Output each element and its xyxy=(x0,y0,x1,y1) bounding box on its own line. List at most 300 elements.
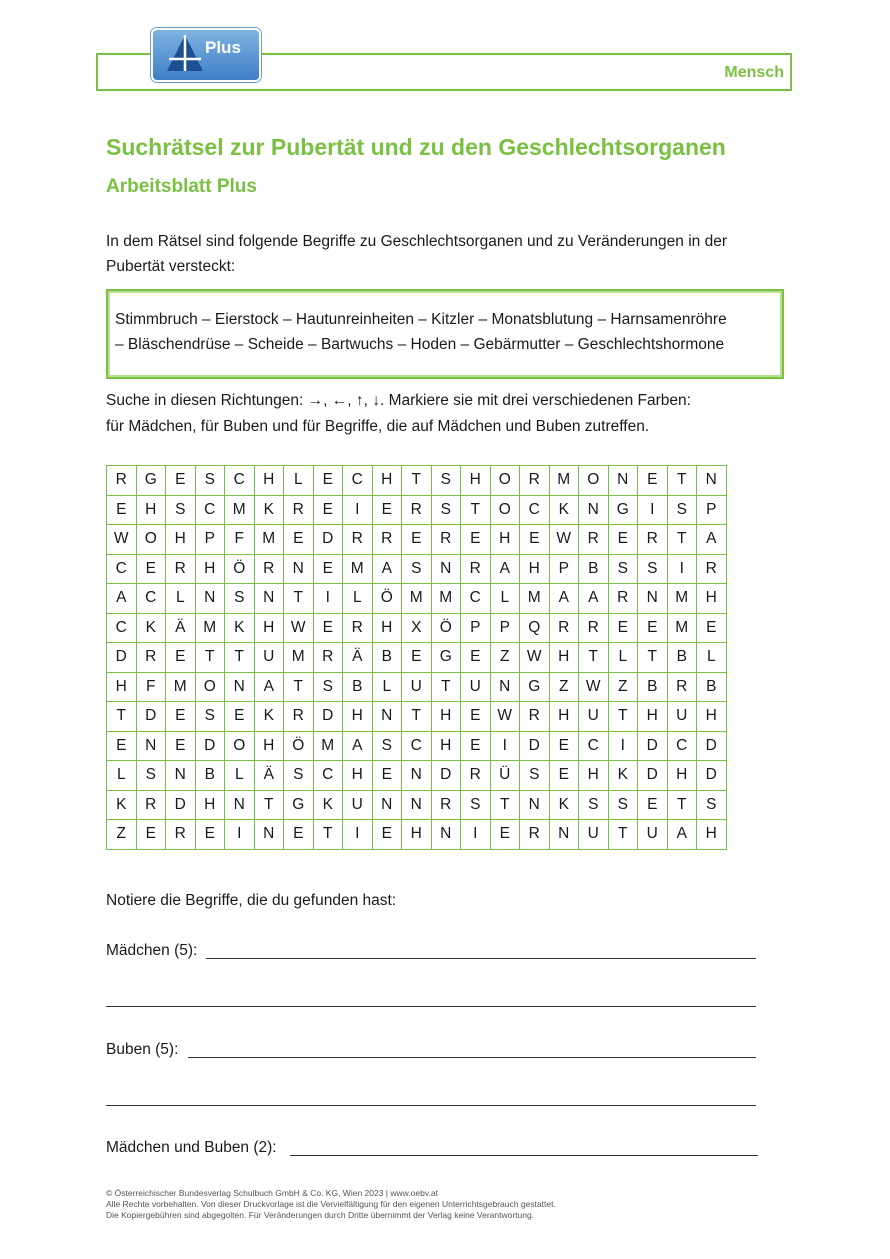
grid-cell[interactable]: P xyxy=(195,525,225,555)
grid-row xyxy=(107,761,727,791)
grid-cell[interactable]: N xyxy=(195,584,225,614)
grid-cell[interactable]: E xyxy=(136,554,166,584)
grid-cell[interactable]: A xyxy=(667,820,697,850)
grid-cell[interactable]: T xyxy=(667,466,697,496)
grid-cell[interactable]: U xyxy=(461,672,491,702)
grid-cell[interactable]: H xyxy=(254,613,284,643)
grid-cell[interactable]: N xyxy=(254,820,284,850)
grid-cell[interactable]: E xyxy=(313,495,343,525)
grid-cell[interactable]: C xyxy=(667,731,697,761)
grid-cell[interactable]: S xyxy=(608,554,638,584)
grid-cell[interactable]: O xyxy=(195,672,225,702)
grid-cell[interactable]: C xyxy=(225,466,255,496)
grid-cell[interactable]: R xyxy=(579,613,609,643)
grid-cell[interactable]: N xyxy=(372,702,402,732)
instructions-text xyxy=(106,388,786,440)
boys-answer-line-1[interactable] xyxy=(188,1057,756,1058)
grid-cell[interactable]: E xyxy=(372,495,402,525)
grid-cell[interactable]: P xyxy=(461,613,491,643)
grid-cell[interactable]: R xyxy=(667,672,697,702)
instructions-line-1: Suche in diesen Richtungen: →, ←, ↑, ↓. Markiere sie mit drei verschiedenen Farben: xyxy=(106,392,691,409)
intro-line-1: In dem Rätsel sind folgende Begriffe zu Geschlechtsorganen und zu Veränderungen in der xyxy=(106,233,727,250)
grid-cell[interactable]: S xyxy=(667,495,697,525)
grid-cell[interactable]: S xyxy=(520,761,550,791)
girls-answer-line-1[interactable] xyxy=(206,958,756,959)
grid-cell[interactable]: S xyxy=(431,466,461,496)
grid-cell[interactable]: T xyxy=(225,643,255,673)
grid-cell[interactable]: E xyxy=(136,820,166,850)
grid-cell[interactable]: S xyxy=(638,554,668,584)
grid-cell[interactable]: S xyxy=(195,702,225,732)
grid-cell[interactable]: H xyxy=(343,702,373,732)
grid-cell[interactable]: C xyxy=(343,466,373,496)
grid-cell[interactable]: R xyxy=(431,525,461,555)
grid-cell[interactable]: W xyxy=(107,525,137,555)
grid-cell[interactable]: T xyxy=(195,643,225,673)
grid-cell[interactable]: K xyxy=(608,761,638,791)
grid-cell[interactable]: E xyxy=(402,643,432,673)
grid-cell[interactable]: T xyxy=(284,584,314,614)
grid-cell[interactable]: R xyxy=(372,525,402,555)
grid-cell[interactable]: D xyxy=(638,731,668,761)
intro-line-2: Pubertät versteckt: xyxy=(106,258,236,275)
grid-cell[interactable]: K xyxy=(254,702,284,732)
grid-cell[interactable]: H xyxy=(461,466,491,496)
grid-cell[interactable]: H xyxy=(667,761,697,791)
grid-cell[interactable]: I xyxy=(343,820,373,850)
grid-cell[interactable]: E xyxy=(313,466,343,496)
grid-cell[interactable]: N xyxy=(431,554,461,584)
grid-cell[interactable]: S xyxy=(136,761,166,791)
grid-cell[interactable]: D xyxy=(431,761,461,791)
grid-cell[interactable]: H xyxy=(520,554,550,584)
grid-cell[interactable]: E xyxy=(225,702,255,732)
grid-cell[interactable]: M xyxy=(166,672,196,702)
grid-cell[interactable]: H xyxy=(402,820,432,850)
grid-cell[interactable]: N xyxy=(579,495,609,525)
grid-cell[interactable]: U xyxy=(402,672,432,702)
grid-cell[interactable]: M xyxy=(549,466,579,496)
grid-cell[interactable]: T xyxy=(431,672,461,702)
grid-cell[interactable]: B xyxy=(372,643,402,673)
grid-cell[interactable]: P xyxy=(549,554,579,584)
grid-cell[interactable]: H xyxy=(697,584,727,614)
triangle-logo-icon xyxy=(165,33,205,73)
grid-cell[interactable]: M xyxy=(431,584,461,614)
grid-cell[interactable]: M xyxy=(195,613,225,643)
grid-cell[interactable]: N xyxy=(520,790,550,820)
grid-cell[interactable]: B xyxy=(579,554,609,584)
grid-cell[interactable]: R xyxy=(520,820,550,850)
grid-cell[interactable]: S xyxy=(608,790,638,820)
grid-cell[interactable]: E xyxy=(195,820,225,850)
boys-answer-label: Buben (5): xyxy=(106,1041,179,1058)
grid-cell[interactable]: O xyxy=(579,466,609,496)
grid-cell[interactable]: H xyxy=(431,731,461,761)
grid-cell[interactable]: N xyxy=(549,820,579,850)
grid-cell[interactable]: R xyxy=(136,790,166,820)
grid-cell[interactable]: Ö xyxy=(372,584,402,614)
grid-cell[interactable]: B xyxy=(195,761,225,791)
grid-cell[interactable]: S xyxy=(166,495,196,525)
grid-cell[interactable]: S xyxy=(431,495,461,525)
grid-cell[interactable]: R xyxy=(284,702,314,732)
grid-cell[interactable]: T xyxy=(402,702,432,732)
grid-row xyxy=(107,584,727,614)
grid-cell[interactable]: L xyxy=(697,643,727,673)
grid-cell[interactable]: E xyxy=(490,820,520,850)
grid-cell[interactable]: F xyxy=(136,672,166,702)
grid-cell[interactable]: F xyxy=(225,525,255,555)
grid-cell[interactable]: Ä xyxy=(343,643,373,673)
grid-cell[interactable]: H xyxy=(254,466,284,496)
grid-cell[interactable]: R xyxy=(697,554,727,584)
grid-cell[interactable]: E xyxy=(461,525,491,555)
grid-cell[interactable]: P xyxy=(697,495,727,525)
grid-cell[interactable]: U xyxy=(638,820,668,850)
grid-cell[interactable]: W xyxy=(579,672,609,702)
grid-cell[interactable]: B xyxy=(667,643,697,673)
grid-cell[interactable]: R xyxy=(638,525,668,555)
grid-cell[interactable]: D xyxy=(697,731,727,761)
grid-cell[interactable]: R xyxy=(520,466,550,496)
grid-cell[interactable]: D xyxy=(638,761,668,791)
grid-cell[interactable]: H xyxy=(579,761,609,791)
grid-cell[interactable]: R xyxy=(579,525,609,555)
grid-row xyxy=(107,731,727,761)
grid-cell[interactable]: K xyxy=(549,495,579,525)
grid-cell[interactable]: C xyxy=(107,613,137,643)
grid-cell[interactable]: H xyxy=(343,761,373,791)
grid-cell[interactable]: I xyxy=(225,820,255,850)
grid-cell[interactable]: L xyxy=(490,584,520,614)
grid-cell[interactable]: T xyxy=(579,643,609,673)
grid-cell[interactable]: I xyxy=(490,731,520,761)
grid-cell[interactable]: N xyxy=(284,554,314,584)
grid-cell[interactable]: D xyxy=(313,702,343,732)
grid-cell[interactable]: N xyxy=(431,820,461,850)
grid-cell[interactable]: H xyxy=(697,702,727,732)
grid-cell[interactable]: E xyxy=(461,702,491,732)
grid-cell[interactable]: L xyxy=(372,672,402,702)
grid-row xyxy=(107,820,727,850)
grid-cell[interactable]: H xyxy=(431,702,461,732)
grid-cell[interactable]: T xyxy=(284,672,314,702)
grid-cell[interactable]: Ä xyxy=(254,761,284,791)
grid-cell[interactable]: C xyxy=(313,761,343,791)
girls-answer-line-2[interactable] xyxy=(106,1006,756,1007)
grid-cell[interactable]: E xyxy=(313,554,343,584)
grid-cell[interactable]: A xyxy=(107,584,137,614)
grid-cell[interactable]: H xyxy=(490,525,520,555)
grid-cell[interactable]: L xyxy=(225,761,255,791)
grid-cell[interactable]: E xyxy=(608,613,638,643)
terms-list xyxy=(115,308,780,357)
grid-cell[interactable]: S xyxy=(372,731,402,761)
grid-cell[interactable]: T xyxy=(667,525,697,555)
grid-cell[interactable]: O xyxy=(490,466,520,496)
grid-cell[interactable]: W xyxy=(520,643,550,673)
grid-cell[interactable]: T xyxy=(608,820,638,850)
grid-cell[interactable]: O xyxy=(136,525,166,555)
grid-cell[interactable]: X xyxy=(402,613,432,643)
grid-cell[interactable]: L xyxy=(343,584,373,614)
grid-cell[interactable]: T xyxy=(313,820,343,850)
grid-cell[interactable]: R xyxy=(254,554,284,584)
grid-cell[interactable]: R xyxy=(343,525,373,555)
grid-cell[interactable]: T xyxy=(638,643,668,673)
grid-cell[interactable]: Z xyxy=(549,672,579,702)
grid-cell[interactable]: N xyxy=(697,466,727,496)
grid-cell[interactable]: T xyxy=(254,790,284,820)
grid-cell[interactable]: K xyxy=(549,790,579,820)
grid-cell[interactable]: Ö xyxy=(225,554,255,584)
grid-cell[interactable]: S xyxy=(195,466,225,496)
grid-cell[interactable]: E xyxy=(549,761,579,791)
grid-cell[interactable]: M xyxy=(313,731,343,761)
grid-cell[interactable]: K xyxy=(225,613,255,643)
grid-cell[interactable]: G xyxy=(608,495,638,525)
grid-cell[interactable]: N xyxy=(372,790,402,820)
grid-cell[interactable]: H xyxy=(195,790,225,820)
grid-cell[interactable]: W xyxy=(549,525,579,555)
grid-cell[interactable]: E xyxy=(608,525,638,555)
footer-line-1: © Österreichischer Bundesverlag Schulbuch GmbH & Co. KG, Wien 2023 | www.oebv.at xyxy=(106,1188,438,1198)
grid-cell[interactable]: D xyxy=(195,731,225,761)
grid-cell[interactable]: M xyxy=(402,584,432,614)
grid-cell[interactable]: B xyxy=(697,672,727,702)
grid-cell[interactable]: E xyxy=(166,731,196,761)
grid-cell[interactable]: T xyxy=(402,466,432,496)
grid-cell[interactable]: E xyxy=(166,702,196,732)
grid-cell[interactable]: R xyxy=(166,554,196,584)
grid-cell[interactable]: G xyxy=(136,466,166,496)
grid-cell[interactable]: R xyxy=(343,613,373,643)
grid-cell[interactable]: D xyxy=(136,702,166,732)
grid-cell[interactable]: M xyxy=(225,495,255,525)
grid-cell[interactable]: D xyxy=(107,643,137,673)
grid-row xyxy=(107,672,727,702)
grid-cell[interactable]: A xyxy=(549,584,579,614)
grid-cell[interactable]: C xyxy=(195,495,225,525)
grid-cell[interactable]: Ö xyxy=(431,613,461,643)
grid-cell[interactable]: M xyxy=(284,643,314,673)
grid-cell[interactable]: A xyxy=(697,525,727,555)
grid-row xyxy=(107,554,727,584)
grid-cell[interactable]: S xyxy=(697,790,727,820)
grid-cell[interactable]: O xyxy=(490,495,520,525)
grid-cell[interactable]: E xyxy=(107,495,137,525)
grid-cell[interactable]: Z xyxy=(490,643,520,673)
grid-cell[interactable]: N xyxy=(638,584,668,614)
grid-cell[interactable]: G xyxy=(520,672,550,702)
grid-cell[interactable]: R xyxy=(520,702,550,732)
grid-cell[interactable]: M xyxy=(667,584,697,614)
grid-cell[interactable]: M xyxy=(254,525,284,555)
grid-cell[interactable]: U xyxy=(254,643,284,673)
page-subtitle: Arbeitsblatt Plus xyxy=(106,176,257,197)
grid-cell[interactable]: N xyxy=(254,584,284,614)
grid-cell[interactable]: K xyxy=(107,790,137,820)
footer-line-2: Alle Rechte vorbehalten. Von dieser Druckvorlage ist die Vervielfältigung für den eigenen Unterrichtsgebrauch gestattet. xyxy=(106,1199,556,1209)
grid-cell[interactable]: I xyxy=(667,554,697,584)
grid-cell[interactable]: T xyxy=(107,702,137,732)
grid-cell[interactable]: C xyxy=(461,584,491,614)
grid-cell[interactable]: N xyxy=(402,790,432,820)
grid-cell[interactable]: Z xyxy=(608,672,638,702)
grid-cell[interactable]: U xyxy=(579,820,609,850)
grid-cell[interactable]: D xyxy=(520,731,550,761)
grid-cell[interactable]: Ö xyxy=(284,731,314,761)
grid-cell[interactable]: M xyxy=(520,584,550,614)
grid-cell[interactable]: I xyxy=(608,731,638,761)
grid-cell[interactable]: O xyxy=(225,731,255,761)
grid-cell[interactable]: S xyxy=(284,761,314,791)
grid-cell[interactable]: D xyxy=(313,525,343,555)
grid-cell[interactable]: H xyxy=(638,702,668,732)
grid-cell[interactable]: I xyxy=(343,495,373,525)
grid-cell[interactable]: H xyxy=(136,495,166,525)
grid-cell[interactable]: N xyxy=(166,761,196,791)
grid-row xyxy=(107,702,727,732)
grid-cell[interactable]: N xyxy=(225,672,255,702)
grid-cell[interactable]: E xyxy=(520,525,550,555)
grid-cell[interactable]: A xyxy=(254,672,284,702)
grid-cell[interactable]: L xyxy=(608,643,638,673)
grid-cell[interactable]: H xyxy=(549,702,579,732)
grid-cell[interactable]: K xyxy=(254,495,284,525)
grid-cell[interactable]: U xyxy=(667,702,697,732)
grid-cell[interactable]: R xyxy=(549,613,579,643)
grid-cell[interactable]: C xyxy=(402,731,432,761)
grid-cell[interactable]: H xyxy=(166,525,196,555)
grid-cell[interactable]: E xyxy=(549,731,579,761)
word-search-grid xyxy=(106,465,727,850)
grid-cell[interactable]: H xyxy=(549,643,579,673)
grid-cell[interactable]: C xyxy=(107,554,137,584)
boys-answer-line-2[interactable] xyxy=(106,1105,756,1106)
grid-cell[interactable]: T xyxy=(667,790,697,820)
grid-cell[interactable]: N xyxy=(490,672,520,702)
grid-cell[interactable]: I xyxy=(313,584,343,614)
grid-cell[interactable]: I xyxy=(638,495,668,525)
grid-cell[interactable]: Ü xyxy=(490,761,520,791)
grid-cell[interactable]: E xyxy=(638,466,668,496)
grid-cell[interactable]: H xyxy=(697,820,727,850)
grid-cell[interactable]: E xyxy=(166,643,196,673)
grid-cell[interactable]: D xyxy=(166,790,196,820)
grid-cell[interactable]: W xyxy=(490,702,520,732)
grid-cell[interactable]: R xyxy=(402,495,432,525)
grid-cell[interactable]: M xyxy=(667,613,697,643)
grid-cell[interactable]: P xyxy=(490,613,520,643)
grid-cell[interactable]: C xyxy=(520,495,550,525)
grid-cell[interactable]: B xyxy=(343,672,373,702)
grid-cell[interactable]: K xyxy=(136,613,166,643)
grid-cell[interactable]: G xyxy=(284,790,314,820)
grid-cell[interactable]: R xyxy=(284,495,314,525)
grid-cell[interactable]: A xyxy=(372,554,402,584)
grid-cell[interactable]: E xyxy=(461,643,491,673)
grid-cell[interactable]: E xyxy=(107,731,137,761)
grid-cell[interactable]: S xyxy=(579,790,609,820)
grid-cell[interactable]: S xyxy=(313,672,343,702)
grid-cell[interactable]: L xyxy=(107,761,137,791)
grid-cell[interactable]: E xyxy=(313,613,343,643)
grid-cell[interactable]: Z xyxy=(107,820,137,850)
grid-cell[interactable]: U xyxy=(579,702,609,732)
grid-cell[interactable]: R xyxy=(166,820,196,850)
grid-cell[interactable]: S xyxy=(225,584,255,614)
grid-cell[interactable]: G xyxy=(431,643,461,673)
grid-cell[interactable]: E xyxy=(372,820,402,850)
grid-cell[interactable]: D xyxy=(697,761,727,791)
grid-cell[interactable]: R xyxy=(313,643,343,673)
grid-cell[interactable]: H xyxy=(195,554,225,584)
grid-cell[interactable]: E xyxy=(166,466,196,496)
grid-cell[interactable]: N xyxy=(225,790,255,820)
grid-cell[interactable]: E xyxy=(638,613,668,643)
grid-cell[interactable]: H xyxy=(254,731,284,761)
grid-cell[interactable]: L xyxy=(284,466,314,496)
grid-cell[interactable]: N xyxy=(402,761,432,791)
grid-cell[interactable]: S xyxy=(461,790,491,820)
both-answer-line[interactable] xyxy=(290,1155,758,1156)
grid-cell[interactable]: R xyxy=(461,761,491,791)
grid-cell[interactable]: C xyxy=(579,731,609,761)
grid-cell[interactable]: M xyxy=(343,554,373,584)
both-answer-label: Mädchen und Buben (2): xyxy=(106,1139,277,1156)
grid-cell[interactable]: N xyxy=(608,466,638,496)
grid-cell[interactable]: R xyxy=(136,643,166,673)
grid-cell[interactable]: E xyxy=(284,525,314,555)
grid-cell[interactable]: I xyxy=(461,820,491,850)
grid-cell[interactable]: U xyxy=(343,790,373,820)
grid-cell[interactable]: Ä xyxy=(166,613,196,643)
grid-cell[interactable]: A xyxy=(579,584,609,614)
grid-cell[interactable]: N xyxy=(136,731,166,761)
instructions-line-2: für Mädchen, für Buben und für Begriffe, die auf Mädchen und Buben zutreffen. xyxy=(106,418,650,435)
grid-cell[interactable]: K xyxy=(313,790,343,820)
grid-cell[interactable]: A xyxy=(343,731,373,761)
grid-cell[interactable]: E xyxy=(402,525,432,555)
grid-cell[interactable]: E xyxy=(284,820,314,850)
grid-cell[interactable]: E xyxy=(461,731,491,761)
category-label: Mensch xyxy=(724,64,784,81)
grid-cell[interactable]: H xyxy=(372,613,402,643)
grid-cell[interactable]: E xyxy=(697,613,727,643)
grid-cell[interactable]: E xyxy=(638,790,668,820)
grid-cell[interactable]: S xyxy=(402,554,432,584)
grid-cell[interactable]: C xyxy=(136,584,166,614)
grid-cell[interactable]: R xyxy=(461,554,491,584)
grid-cell[interactable]: H xyxy=(107,672,137,702)
grid-cell[interactable]: H xyxy=(372,466,402,496)
copyright-footer xyxy=(106,1188,556,1221)
grid-cell[interactable]: L xyxy=(166,584,196,614)
grid-cell[interactable]: W xyxy=(284,613,314,643)
grid-cell[interactable]: T xyxy=(490,790,520,820)
grid-cell[interactable]: E xyxy=(372,761,402,791)
grid-cell[interactable]: B xyxy=(638,672,668,702)
grid-cell[interactable]: R xyxy=(608,584,638,614)
grid-cell[interactable]: T xyxy=(608,702,638,732)
grid-cell[interactable]: T xyxy=(461,495,491,525)
grid-cell[interactable]: A xyxy=(490,554,520,584)
grid-cell[interactable]: R xyxy=(431,790,461,820)
grid-cell[interactable]: R xyxy=(107,466,137,496)
grid-cell[interactable]: Q xyxy=(520,613,550,643)
